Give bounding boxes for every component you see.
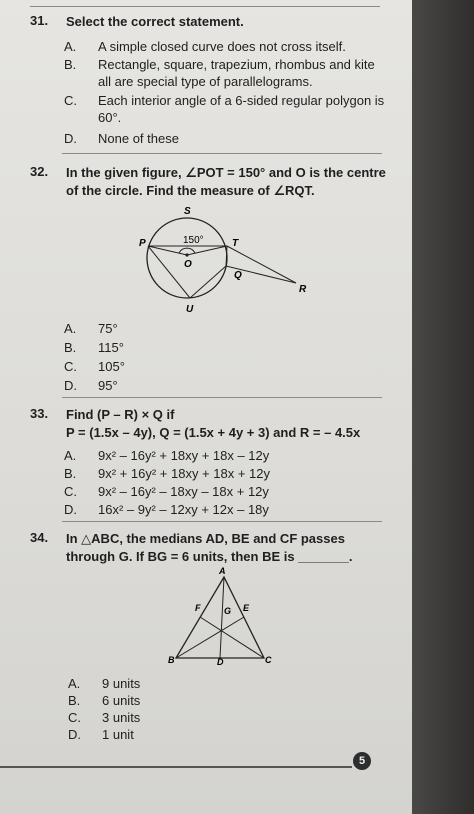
label-f: F (195, 603, 201, 613)
option-d[interactable] (64, 130, 394, 147)
circle (147, 218, 227, 298)
centre-dot (185, 253, 188, 256)
option-letter: A. (68, 676, 81, 691)
background-surface (412, 0, 474, 814)
option-b[interactable] (64, 339, 204, 356)
question-text: In the given figure, ∠POT = 150° and O is the centre of the circle. Find the measure of ∠RQT. (66, 165, 386, 198)
question-number: 31. (30, 13, 49, 28)
label-g: G (224, 606, 232, 616)
option-text: 6 units (102, 693, 141, 708)
label-d: D (217, 657, 224, 667)
angle-label: 150° (183, 235, 204, 246)
option-letter: B. (64, 340, 77, 355)
option-c[interactable] (64, 92, 394, 126)
label-s: S (184, 206, 191, 217)
label-c: C (265, 655, 272, 665)
option-letter: B. (64, 57, 77, 72)
label-u: U (186, 304, 194, 315)
option-letter: C. (64, 484, 77, 499)
option-d[interactable] (68, 726, 208, 743)
option-text: 9x² + 16y² + 18xy + 18x + 12y (98, 466, 270, 481)
option-letter: D. (68, 727, 81, 742)
option-text: 115° (98, 340, 124, 355)
question-number: 34. (30, 530, 49, 545)
option-letter: A. (64, 321, 77, 336)
footer-line (0, 766, 352, 768)
option-b[interactable] (64, 465, 384, 482)
option-text: 3 units (102, 710, 141, 725)
option-letter: D. (64, 131, 77, 146)
divider (62, 397, 382, 398)
angle-arc (179, 248, 195, 253)
option-a[interactable] (68, 675, 208, 692)
circle-figure (0, 194, 412, 319)
option-text: 9 units (102, 676, 141, 691)
option-a[interactable] (64, 320, 204, 337)
question-line-2: P = (1.5x – 4y), Q = (1.5x + 4y + 3) and R = – 4.5x (66, 425, 361, 440)
option-text: 16x² – 9y² – 12xy + 12x – 18y (98, 502, 269, 517)
option-text: Rectangle, square, trapezium, rhombus and kite all are special type of parallelograms. (98, 57, 375, 89)
option-text: 1 unit (102, 727, 134, 742)
label-a: A (219, 566, 226, 576)
label-t: T (232, 238, 239, 249)
top-divider (30, 6, 380, 7)
option-letter: D. (64, 378, 77, 393)
option-letter: A. (64, 448, 77, 463)
label-p: P (139, 238, 146, 249)
option-b[interactable] (68, 692, 208, 709)
option-letter: D. (64, 502, 77, 517)
option-letter: C. (64, 93, 77, 108)
label-b: B (168, 655, 175, 665)
option-letter: B. (64, 466, 77, 481)
option-d[interactable] (64, 501, 384, 518)
label-o: O (184, 259, 192, 270)
option-text: A simple closed curve does not cross itself. (98, 39, 346, 54)
option-b[interactable] (64, 56, 394, 90)
option-text: 75° (98, 321, 118, 336)
option-d[interactable] (64, 377, 204, 394)
option-text: None of these (98, 131, 179, 146)
label-e: E (243, 603, 250, 613)
divider (62, 153, 382, 154)
question-text: Select the correct statement. (66, 14, 244, 29)
question-text: In △ABC, the medians AD, BE and CF passes through G. If BG = 6 units, then BE is _______. (66, 531, 353, 564)
option-text: 9x² – 16y² – 18xy – 18x + 12y (98, 484, 269, 499)
option-letter: C. (64, 359, 77, 374)
chord-uq (190, 266, 226, 298)
divider (62, 521, 382, 522)
option-c[interactable] (64, 483, 384, 500)
triangle-abc (176, 577, 264, 658)
option-letter: A. (64, 39, 77, 54)
option-letter: C. (68, 710, 81, 725)
option-text: Each interior angle of a 6-sided regular polygon is 60°. (98, 93, 385, 125)
option-text: 95° (98, 378, 118, 393)
median-ad (220, 577, 224, 658)
question-number: 32. (30, 164, 49, 179)
option-a[interactable] (64, 38, 394, 55)
option-c[interactable] (64, 358, 204, 375)
label-q: Q (234, 270, 242, 281)
option-text: 9x² – 16y² + 18xy + 18x – 12y (98, 448, 270, 463)
question-line-1: Find (P – R) × Q if (66, 407, 175, 422)
option-letter: B. (68, 693, 81, 708)
page-number: 5 (353, 752, 371, 770)
question-number: 33. (30, 406, 49, 421)
option-c[interactable] (68, 709, 208, 726)
label-r: R (299, 284, 307, 295)
triangle-figure (0, 563, 412, 673)
option-text: 105° (98, 359, 125, 374)
option-a[interactable] (64, 447, 384, 464)
